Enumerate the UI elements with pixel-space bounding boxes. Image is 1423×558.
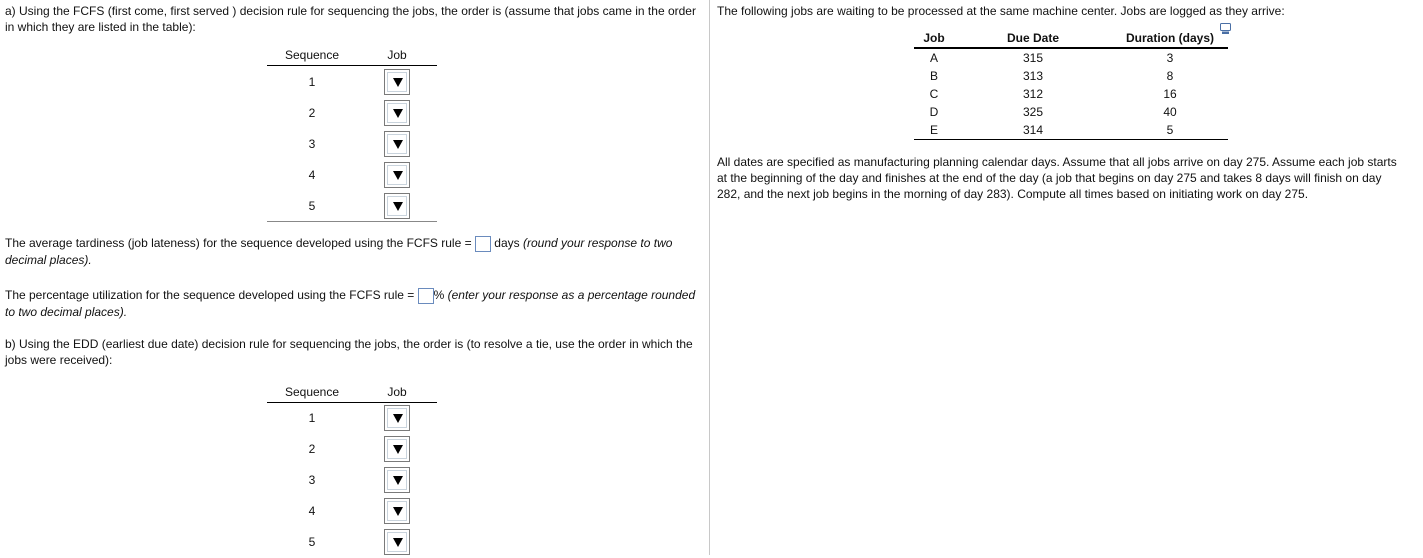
table-row <box>267 402 437 434</box>
job-due-date: 315 <box>1022 51 1044 65</box>
sequence-number: 2 <box>308 105 316 120</box>
fcfs-header-sequence: Sequence <box>267 47 357 66</box>
job-due-date: 314 <box>954 121 1112 140</box>
edd-header-sequence: Sequence <box>267 384 357 403</box>
dropdown-arrow-icon <box>393 202 403 211</box>
sequence-number: 1 <box>308 74 316 89</box>
table-row <box>267 66 437 98</box>
part-b-intro: b) Using the EDD (earliest due date) decision rule for sequencing the jobs, the order is (to resolve a tie, use the order in which the jobs were received): <box>5 336 693 367</box>
table-row <box>267 190 437 222</box>
job-due-date: 325 <box>1022 105 1044 119</box>
copy-data-icon[interactable] <box>1220 23 1233 35</box>
job-id: C <box>929 87 939 101</box>
job-id: E <box>914 121 954 140</box>
table-row <box>267 465 437 496</box>
utilization-unit: % <box>433 287 445 302</box>
table-row <box>914 67 1228 85</box>
tardiness-question <box>5 235 705 268</box>
job-duration: 40 <box>1163 105 1177 119</box>
jobs-header-duration: Duration (days) <box>1112 31 1228 48</box>
utilization-prefix: The percentage utilization for the sequence developed using the FCFS rule = <box>5 287 415 302</box>
job-duration: 5 <box>1112 121 1228 140</box>
job-duration: 3 <box>1166 51 1174 65</box>
table-row <box>267 97 437 128</box>
tardiness-unit: days <box>494 236 520 250</box>
job-select-dropdown[interactable] <box>384 69 410 95</box>
job-select-dropdown[interactable] <box>384 436 410 462</box>
job-due-date: 313 <box>1022 69 1044 83</box>
job-select-dropdown[interactable] <box>384 193 410 219</box>
jobs-table <box>914 31 1228 140</box>
dropdown-arrow-icon <box>393 476 403 485</box>
sequence-number: 3 <box>308 473 316 488</box>
table-row <box>267 434 437 465</box>
table-row <box>914 85 1228 103</box>
dropdown-arrow-icon <box>393 538 403 547</box>
table-row <box>267 128 437 159</box>
job-select-dropdown[interactable] <box>384 529 410 555</box>
table-row <box>914 121 1228 140</box>
sequence-number: 4 <box>308 504 316 519</box>
job-select-dropdown[interactable] <box>384 162 410 188</box>
table-row <box>914 103 1228 121</box>
job-due-date: 312 <box>1022 87 1044 101</box>
job-select-dropdown[interactable] <box>384 498 410 524</box>
job-id: D <box>929 105 939 119</box>
jobs-header-job: Job <box>914 31 954 48</box>
sequence-number: 3 <box>308 136 316 151</box>
problem-intro: The following jobs are waiting to be processed at the same machine center. Jobs are logged as they arrive: <box>717 4 1285 18</box>
sequence-number: 1 <box>308 411 316 426</box>
utilization-answer-input[interactable] <box>418 288 434 304</box>
job-id: A <box>929 51 938 65</box>
part-a-intro: a) Using the FCFS (first come, first served ) decision rule for sequencing the jobs, the order is (assume that jobs came in the order in which they are listed in the table): <box>5 4 696 34</box>
fcfs-sequence-table <box>267 47 437 222</box>
table-row <box>267 496 437 527</box>
dropdown-arrow-icon <box>393 507 403 516</box>
job-duration: 16 <box>1163 87 1177 101</box>
dropdown-arrow-icon <box>393 171 403 180</box>
right-column <box>717 3 1407 202</box>
sequence-number: 2 <box>308 442 316 457</box>
tardiness-answer-input[interactable] <box>475 236 491 252</box>
table-row <box>267 527 437 558</box>
table-row <box>267 159 437 190</box>
job-select-dropdown[interactable] <box>384 467 410 493</box>
tardiness-hint: (round your response to two decimal places). <box>5 236 673 267</box>
job-duration: 8 <box>1166 69 1174 83</box>
dropdown-arrow-icon <box>393 414 403 423</box>
dropdown-arrow-icon <box>393 140 403 149</box>
job-select-dropdown[interactable] <box>384 131 410 157</box>
dropdown-arrow-icon <box>393 78 403 87</box>
column-divider <box>709 0 710 555</box>
left-column <box>5 3 705 558</box>
jobs-header-due-date: Due Date <box>954 31 1112 48</box>
utilization-question <box>5 287 705 320</box>
utilization-hint: (enter your response as a percentage rounded to two decimal places). <box>5 287 696 319</box>
dropdown-arrow-icon <box>393 109 403 118</box>
table-row <box>914 48 1228 67</box>
problem-notes: All dates are specified as manufacturing planning calendar days. Assume that all jobs arrive on day 275. Assume each job starts at the beginning of the day and finishes at the end of the day (a job that begins on day 275 and takes 8 days will finish on day 282, and the next job begins in the morning of day 283). Compute all times based on initiating work on day 275. <box>717 155 1397 201</box>
fcfs-header-job: Job <box>357 47 437 66</box>
job-id: B <box>929 69 938 83</box>
sequence-number: 5 <box>308 535 316 550</box>
tardiness-prefix: The average tardiness (job lateness) for the sequence developed using the FCFS rule = <box>5 236 472 250</box>
edd-sequence-table <box>267 384 437 558</box>
sequence-number: 5 <box>267 190 357 222</box>
edd-header-job: Job <box>357 384 437 403</box>
job-select-dropdown[interactable] <box>384 405 410 431</box>
dropdown-arrow-icon <box>393 445 403 454</box>
sequence-number: 4 <box>308 167 316 182</box>
job-select-dropdown[interactable] <box>384 100 410 126</box>
